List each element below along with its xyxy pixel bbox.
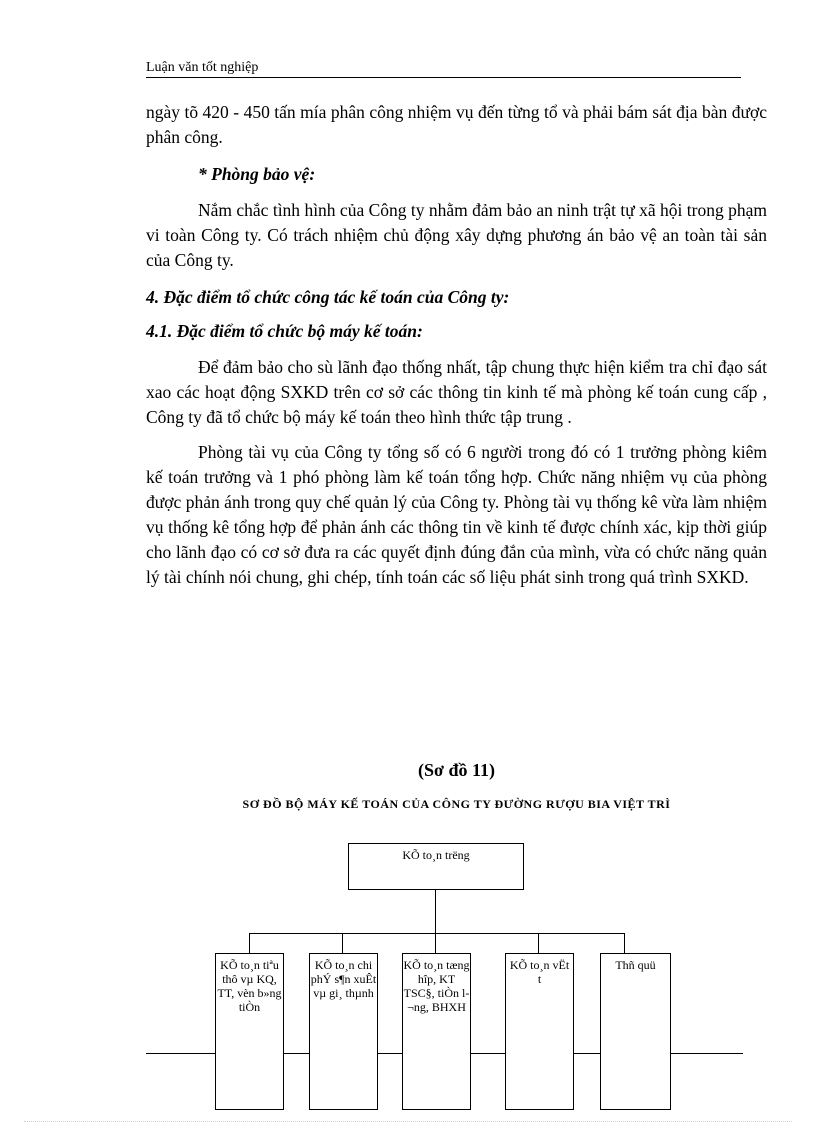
org-box-treasurer-label: Thñ quü	[615, 958, 656, 972]
connector-trunk	[435, 890, 436, 933]
org-box-chief-accountant	[348, 843, 524, 890]
org-box-sales-accounting	[215, 953, 284, 1110]
paragraph-1: ngày tõ 420 - 450 tấn mía phân công nhiệm vụ đến từng tổ và phải bám sát địa bàn được phân công.	[146, 102, 767, 147]
connector-drop-5	[624, 933, 625, 953]
heading-phong-bao-ve: * Phòng bảo vệ:	[198, 164, 316, 184]
org-box-materials-accounting	[505, 953, 574, 1110]
org-box-cost-accounting-label: KÕ to¸n chi phÝ s¶n xuÊt vµ gi¸ thµnh	[310, 958, 377, 1000]
org-box-general-accounting-label: KÕ to¸n tæng hîp, KT TSC§, tiÒn l¬ng, BHXH	[403, 958, 470, 1014]
diagram-subtitle: SƠ ĐỒ BỘ MÁY KẾ TOÁN CỦA CÔNG TY ĐƯỜNG RƯỢU BIA VIỆT TRÌ	[242, 797, 671, 811]
connector-drop-2	[342, 933, 343, 953]
org-box-sales-accounting-label: KÕ to¸n tiªu thô vµ KQ, TT, vèn b»ng tiÒn	[217, 958, 282, 1014]
diagram-title: (Sơ đồ 11)	[418, 760, 495, 780]
connector-drop-1	[249, 933, 250, 953]
page-bottom-edge	[24, 1121, 792, 1122]
org-box-general-accounting	[402, 953, 471, 1110]
org-box-cost-accounting	[309, 953, 378, 1110]
org-box-treasurer	[600, 953, 671, 1110]
org-box-chief-accountant-label: KÕ to¸n trëng	[402, 848, 470, 862]
connector-drop-3	[435, 933, 436, 953]
connector-bus	[249, 933, 624, 934]
header-rule	[146, 77, 741, 78]
heading-section-4: 4. Đặc điểm tổ chức công tác kế toán của Công ty:	[146, 287, 510, 307]
connector-drop-4	[538, 933, 539, 953]
header-title: Luận văn tốt nghiệp	[146, 60, 259, 75]
paragraph-3: Để đảm bảo cho sù lãnh đạo thống nhất, tập chung thực hiện kiểm tra chỉ đạo sát xao các hoạt động SXKD trên cơ sở các thông tin kinh tế mà phòng kế toán cung cấp , Công ty đã tổ chức bộ máy kế toán theo hình thức tập trung .	[146, 357, 767, 427]
paragraph-2: Nắm chắc tình hình của Công ty nhằm đảm bảo an ninh trật tự xã hội trong phạm vi toàn Công ty. Có trách nhiệm chủ động xây dựng phương án bảo vệ an toàn tài sản của Công ty.	[146, 200, 767, 270]
org-box-materials-accounting-label: KÕ to¸n vËt t	[509, 958, 570, 986]
paragraph-4: Phòng tài vụ của Công ty tổng số có 6 người trong đó có 1 trưởng phòng kiêm kế toán trưởng và 1 phó phòng làm kế toán tổng hợp. Chức năng nhiệm vụ của phòng được phản ánh trong quy chế quản lý của Công ty. Phòng tài vụ thống kê vừa làm nhiệm vụ thống kê tổng hợp để phản ánh các thông tin về kinh tế được chính xác, kịp thời giúp cho lãnh đạo có cơ sở đưa ra các quyết định đúng đắn của mình, vừa có chức năng quản lý tài chính nói chung, ghi chép, tính toán các số liệu phát sinh trong quá trình SXKD.	[146, 442, 767, 587]
heading-section-4-1: 4.1. Đặc điểm tổ chức bộ máy kế toán:	[146, 321, 423, 341]
